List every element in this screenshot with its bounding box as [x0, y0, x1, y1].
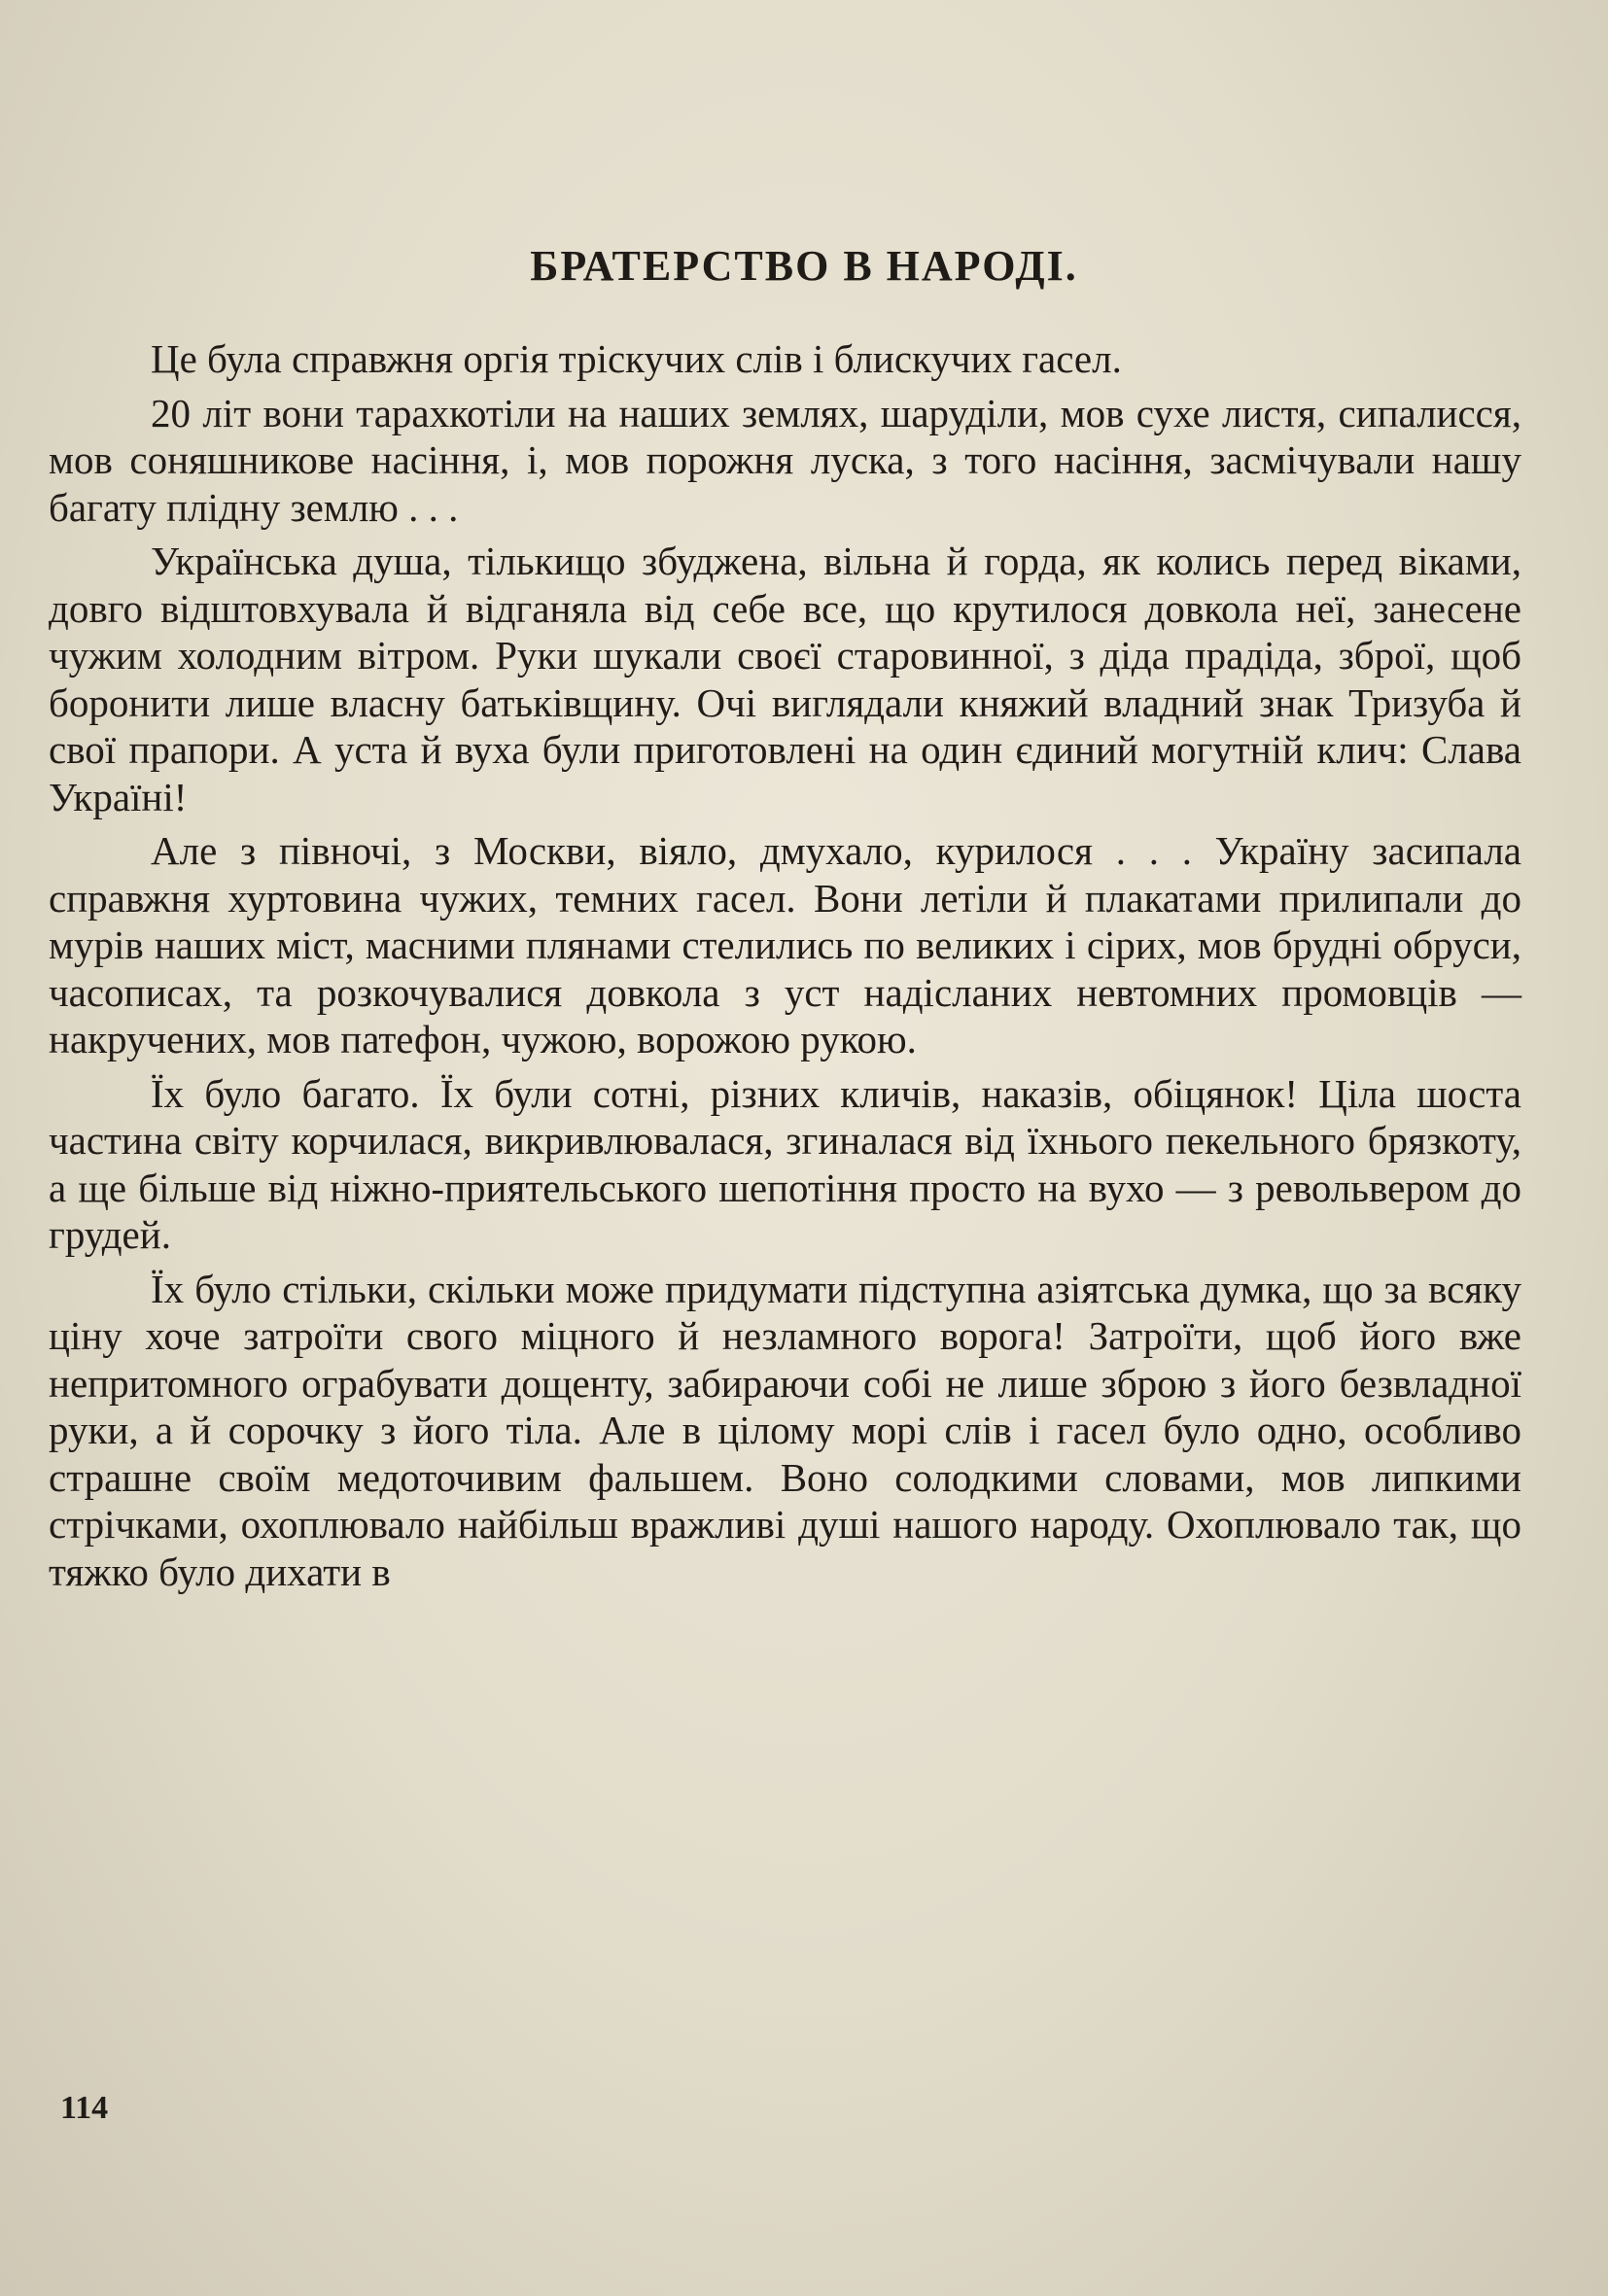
paragraph-1: Це була справжня оргія тріскучих слів і блискучих гасел.: [151, 336, 1122, 381]
paragraph-6: Їх було стільки, скільки може придумати підступна азіятська думка, що за всяку ціну хоче затроїти свого міцного й незламного ворога! Затроїти, щоб його вже непритомного ограбувати дощенту, забираючи собі не лише зброю з його безвладної руки, а й сорочку з його тіла. Але в цілому морі слів і гасел було одно, особливо страшне своїм медоточивим фальшем. Воно солодкими словами, мов липкими стрічками, охоплювало найбільш вражливі душі нашого народу. Охоплювало так, що тяжко було дихати в: [49, 1266, 1521, 1594]
page-number: 114: [60, 2090, 109, 2126]
paragraph-4: Але з півночі, з Москви, віяло, дмухало, курилося . . . Україну засипала справжня хуртовина чужих, темних гасел. Вони летіли й плакатами прилипали до мурів наших міст, масними плянами стелились по великих і сірих, мов брудні обруси, часописах, та розкочувалися довкола з уст надісланих невтомних промовців — накручених, мов патефон, чужою, ворожою рукою.: [49, 828, 1521, 1061]
paragraph-2: 20 літ вони тарахкотіли на наших землях, шаруділи, мов сухе листя, сипалисся, мов соняшникове насіння, і, мов порожня луска, з того насіння, засмічували нашу багату плідну землю . . .: [49, 390, 1521, 530]
paragraph-5: Їх було багато. Їх були сотні, різних кличів, наказів, обіцянок! Ціла шоста частина світу корчилася, викривлювалася, згиналася від їхнього пекельного брязкоту, а ще більше від ніжно-приятельського шепотіння просто на вухо — з револьвером до грудей.: [49, 1070, 1521, 1257]
page-title: БРАТЕРСТВО В НАРОДІ.: [530, 242, 1078, 290]
paragraph-3: Українська душа, тількищо збуджена, вільна й горда, як колись перед віками, довго відштовхувала й відганяла від себе все, що крутилося довкола неї, занесене чужим холодним вітром. Руки шукали своєї старовинної, з діда прадіда, зброї, щоб боронити лише власну батьківщину. Очі виглядали княжий владний знак Тризуба й свої прапори. А уста й вуха були приготовлені на один єдиний могутній клич: Слава Україні!: [49, 539, 1521, 819]
body-text: [49, 335, 1521, 1602]
